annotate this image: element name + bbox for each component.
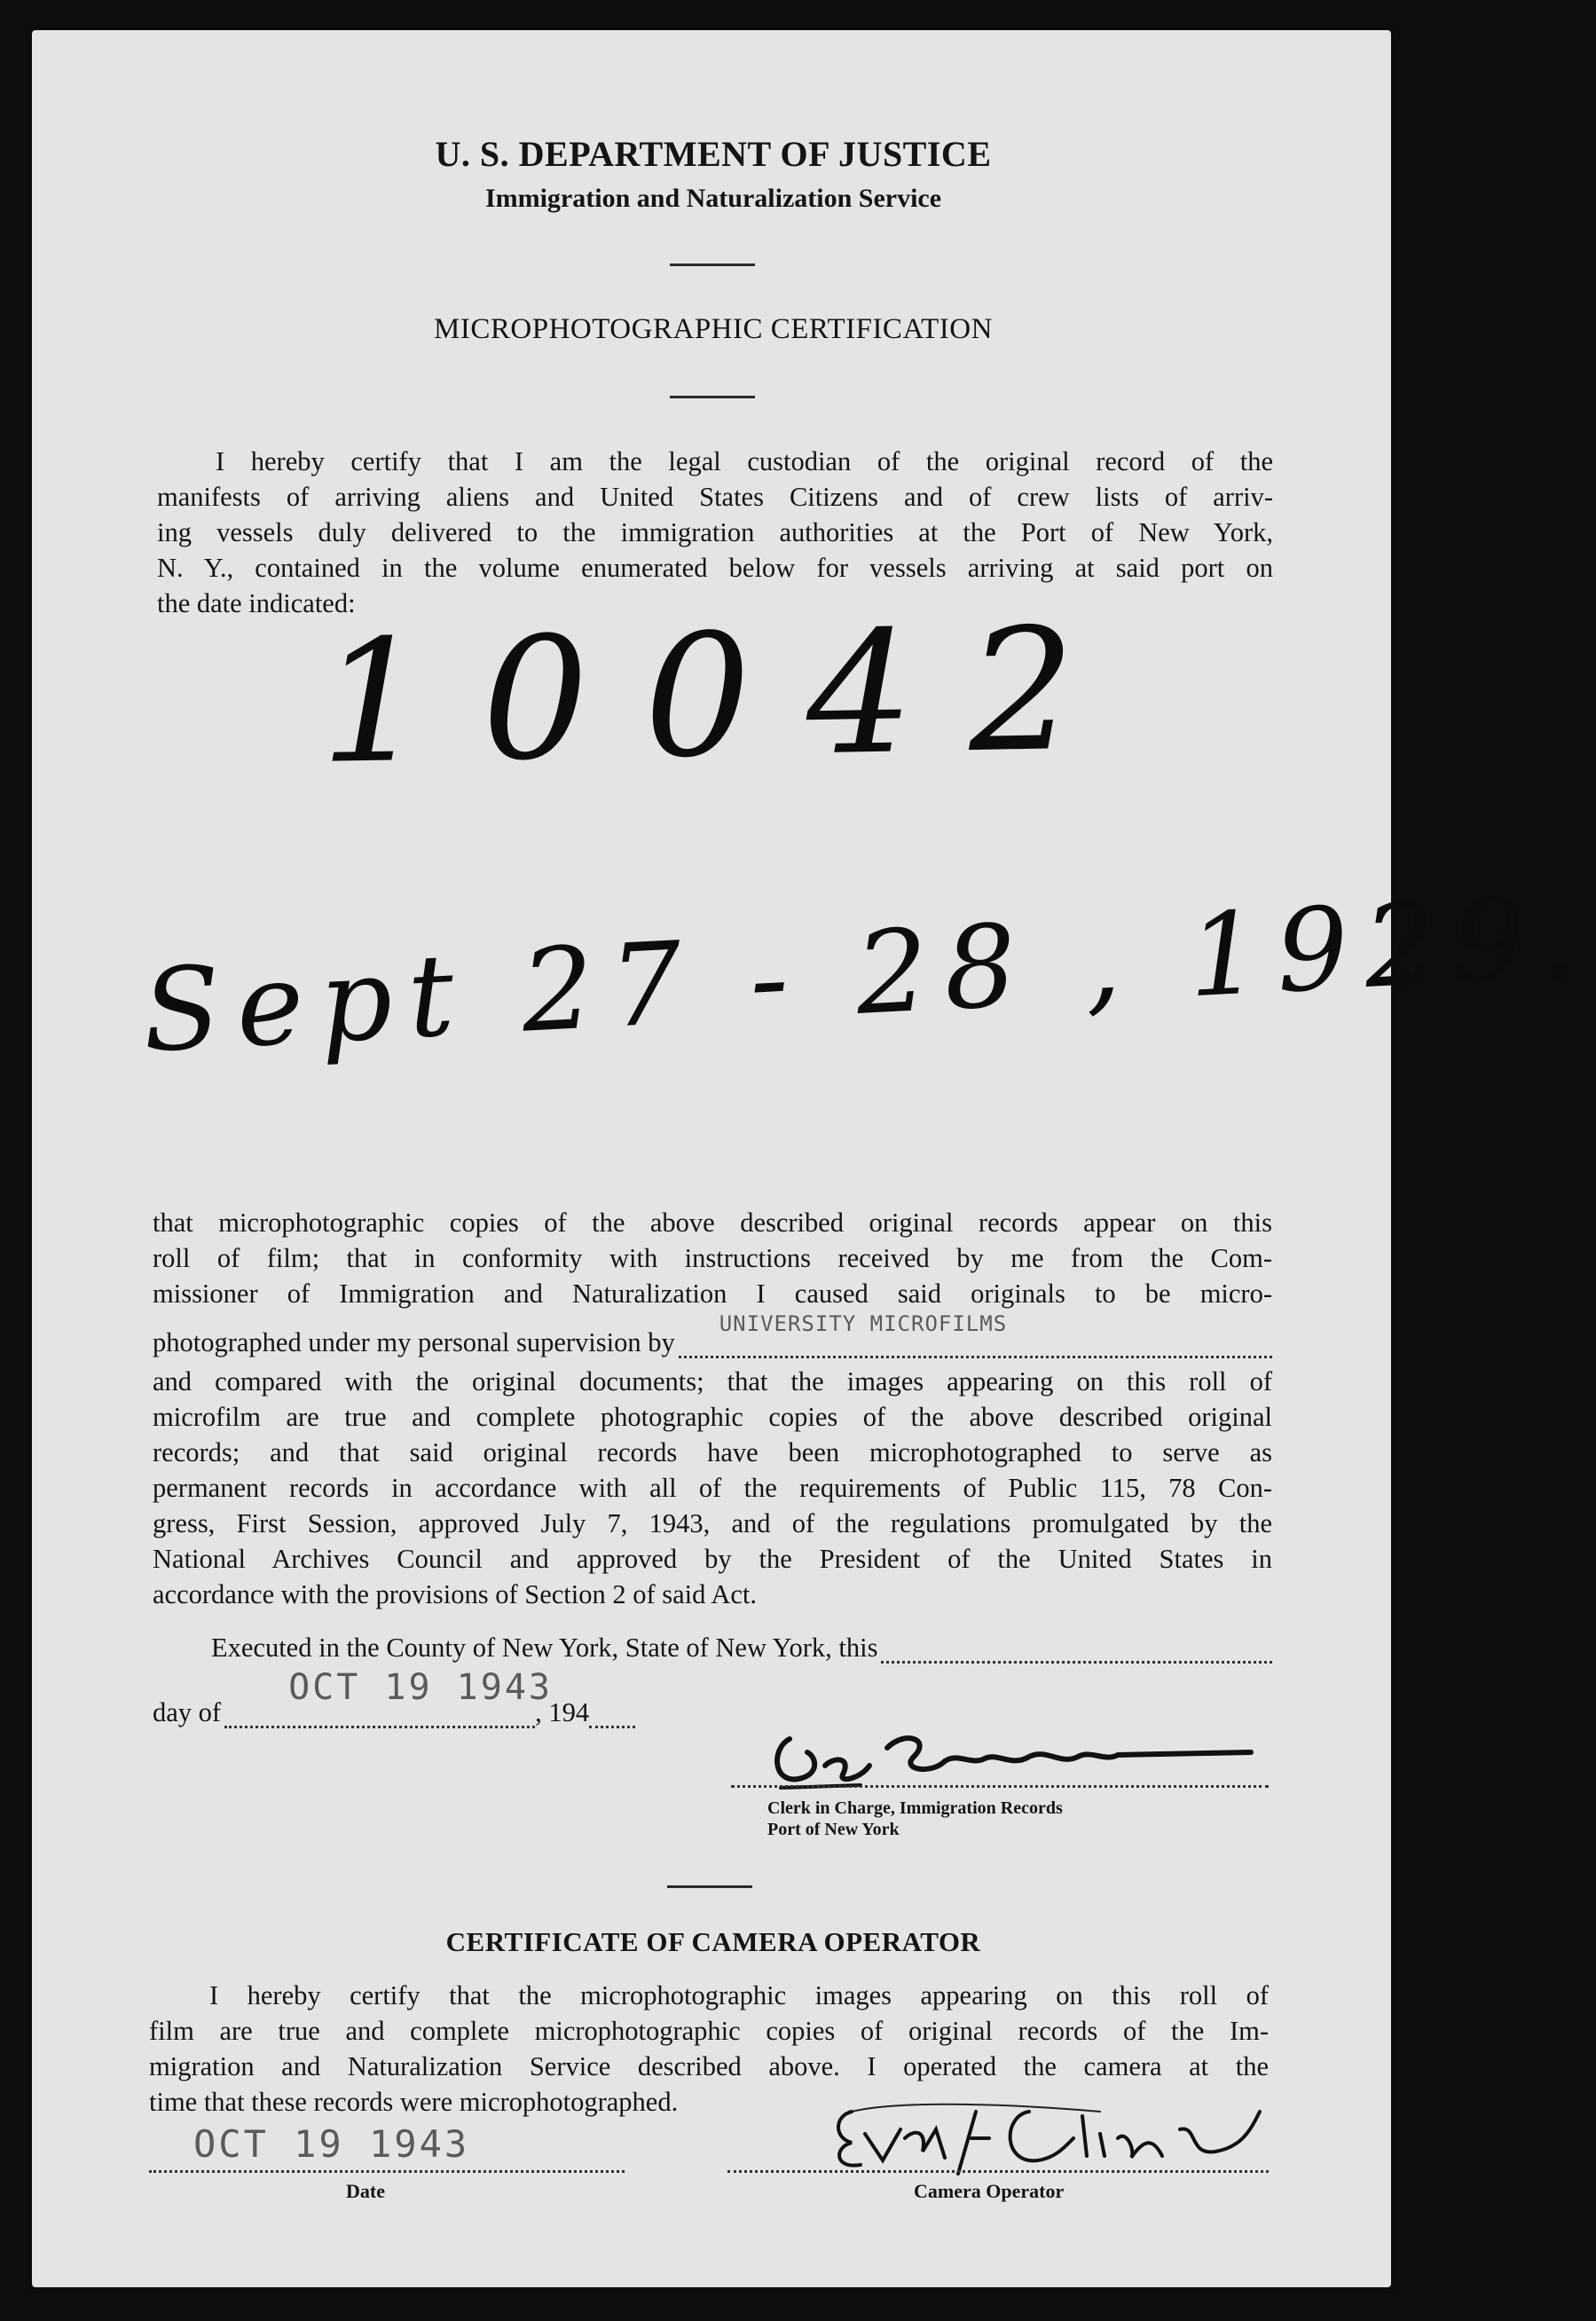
- department-heading: U. S. DEPARTMENT OF JUSTICE: [435, 134, 992, 174]
- supervision-fill-line: [679, 1311, 1272, 1358]
- text-line: film are true and complete microphotographic copies of original records of the Im-: [149, 2016, 1269, 2046]
- text-line: that microphotographic copies of the above described original records appear on this: [153, 1208, 1272, 1238]
- divider: [667, 1885, 752, 1888]
- form-title: MICROPHOTOGRAPHIC CERTIFICATION: [434, 313, 993, 345]
- text-line: time that these records were microphotographed.: [149, 2087, 679, 2117]
- text-line: migration and Naturalization Service described above. I operated the camera at the: [149, 2051, 1269, 2081]
- operator-signature-line: [727, 2170, 1269, 2173]
- day-fill-line: [224, 1667, 553, 1728]
- supervision-prefix: photographed under my personal supervision by: [153, 1327, 675, 1357]
- day-of-line: [153, 1667, 747, 1728]
- text-line: accordance with the provisions of Section 2 of said Act.: [153, 1579, 757, 1609]
- year-prefix: , 194: [535, 1697, 590, 1727]
- operator-certificate-title: CERTIFICATE OF CAMERA OPERATOR: [445, 1926, 981, 1957]
- text-line: manifests of arriving aliens and United States Citizens and of crew lists of arriv-: [157, 482, 1273, 512]
- clerk-signature-line: [731, 1785, 1269, 1788]
- service-subheading: Immigration and Naturalization Service: [484, 184, 942, 213]
- text-line: the date indicated:: [157, 588, 356, 618]
- text-line: records; and that said original records have been microphotographed to serve as: [153, 1437, 1272, 1467]
- year-fill-line: [589, 1704, 635, 1728]
- text-line: permanent records in accordance with all of the requirements of Public 115, 78 Con-: [153, 1473, 1272, 1503]
- text-line: roll of film; that in conformity with instructions received by me from the Com-: [153, 1243, 1272, 1273]
- executed-text: Executed in the County of New York, State of New York, this: [211, 1633, 878, 1663]
- volume-number-handwritten: 10042: [318, 590, 1133, 801]
- university-microfilms-stamp: UNIVERSITY MICROFILMS: [719, 1311, 1008, 1336]
- date-range-handwritten: Sept 27 - 28 , 1929.: [139, 869, 1596, 1079]
- text-line: microfilm are true and complete photographic copies of the above described original: [153, 1402, 1272, 1432]
- clerk-port-line: Port of New York: [767, 1820, 900, 1839]
- date-label: Date: [346, 2180, 385, 2202]
- text-line: I hereby certify that I am the legal custodian of the original record of the: [216, 446, 1273, 476]
- day-of-label: day of: [153, 1697, 222, 1727]
- text-line: missioner of Immigration and Naturalization I caused said originals to be micro-: [153, 1279, 1272, 1309]
- operator-date-stamp: OCT 19 1943: [193, 2122, 470, 2166]
- body-paragraph-a: [153, 1205, 1272, 1311]
- clerk-title-line: Clerk in Charge, Immigration Records: [767, 1798, 1063, 1818]
- divider: [670, 264, 755, 266]
- operator-label: Camera Operator: [914, 2180, 1065, 2202]
- body-paragraph-b: [153, 1364, 1272, 1612]
- executed-line: [211, 1633, 1272, 1664]
- text-line: National Archives Council and approved by the President of the United States in: [153, 1544, 1272, 1574]
- executed-fill-line: [881, 1640, 1272, 1664]
- text-line: N. Y., contained in the volume enumerated below for vessels arriving at said port on: [157, 553, 1273, 583]
- divider: [670, 396, 755, 398]
- date-line: [149, 2170, 625, 2173]
- operator-signature: [798, 2076, 1295, 2183]
- supervision-line: [153, 1311, 1272, 1358]
- text-line: I hereby certify that the microphotographic images appearing on this roll of: [209, 1980, 1269, 2010]
- clerk-title: [767, 1798, 1063, 1840]
- text-line: and compared with the original documents; that the images appearing on this roll of: [153, 1366, 1272, 1397]
- text-line: gress, First Session, approved July 7, 1943, and of the regulations promulgated by the: [153, 1508, 1272, 1538]
- date-stamp: OCT 19 1943: [288, 1667, 553, 1708]
- text-line: ing vessels duly delivered to the immigration authorities at the Port of New York,: [157, 517, 1273, 547]
